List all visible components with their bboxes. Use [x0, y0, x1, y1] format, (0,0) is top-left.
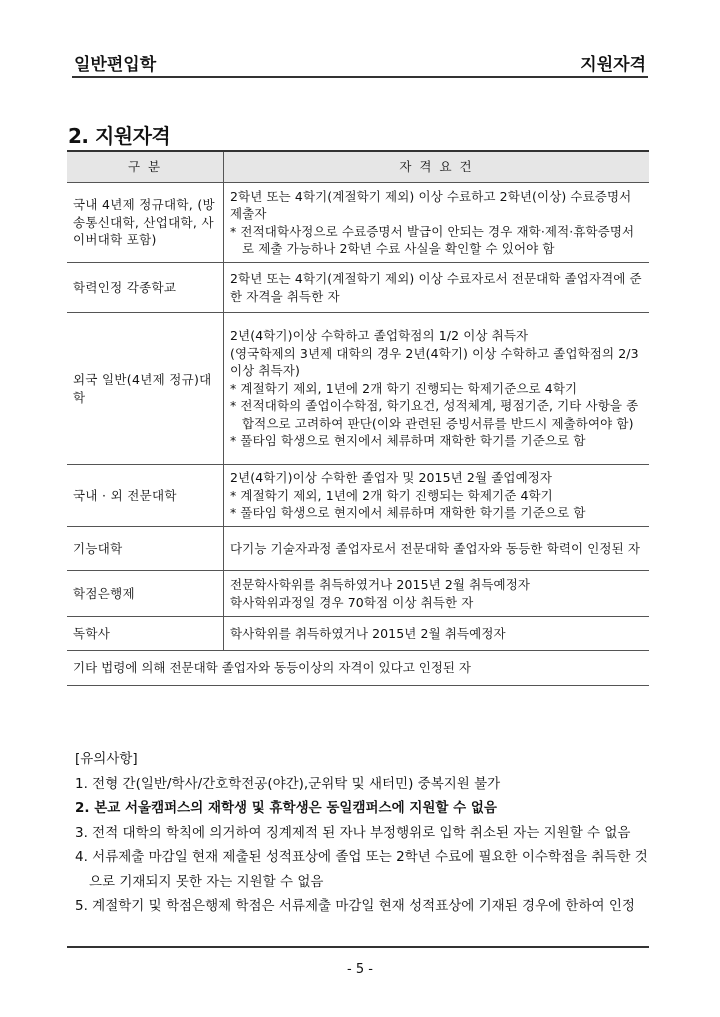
table-row [67, 263, 649, 313]
row-qualification [224, 183, 650, 263]
qualification-line: 2학년 또는 4학기(계절학기 제외) 이상 수료자로서 전문대학 졸업자격에 준한 자격을 취득한 자 [230, 271, 642, 304]
row-qualification [224, 571, 650, 617]
qualification-note: * 풀타임 학생으로 현지에서 체류하며 재학한 학기를 기준으로 함 [230, 505, 586, 521]
row-qualification [224, 465, 650, 527]
header-category: 구 분 [67, 151, 224, 183]
row-category: 국내 4년제 정규대학, (방송통신대학, 산업대학, 사이버대학 포함) [67, 183, 224, 263]
row-category: 독학사 [67, 617, 224, 651]
row-category: 학점은행제 [67, 571, 224, 617]
row-category: 학력인정 각종학교 [67, 263, 224, 313]
qualification-line: 2학년 또는 4학기(계절학기 제외) 이상 수료하고 2학년(이상) 수료증명서 제출자 [230, 188, 632, 221]
table-row [67, 465, 649, 527]
page-number: - 5 - [347, 962, 373, 977]
notes-title: [유의사항] [75, 751, 138, 767]
row-qualification [224, 263, 650, 313]
table-row [67, 183, 649, 263]
qualification-note: * 계절학기 제외, 1년에 2개 학기 진행되는 학제기준으로 4학기 [230, 380, 578, 396]
header-right: 지원자격 [580, 55, 646, 75]
note-item: 1. 전형 간(일반/학사/간호학전공(야간),군위탁 및 새터민) 중복지원 불가 [75, 775, 501, 792]
row-category: 국내 · 외 전문대학 [67, 465, 224, 527]
table-row [67, 617, 649, 651]
qualification-line: 다기능 기술자과정 졸업자로서 전문대학 졸업자와 동등한 학력이 인정된 자 [230, 540, 641, 556]
note-item: 5. 계절학기 및 학점은행제 학점은 서류제출 마감일 현재 성적표상에 기재된 경우에 한하여 인정 [75, 898, 635, 914]
qualification-line: 학사학위과정일 경우 70학점 이상 취득한 자 [230, 594, 474, 610]
qualification-line: (영국학제의 3년제 대학의 경우 2년(4학기) 이상 수학하고 졸업학점의 2/3 이상 취득자) [230, 345, 639, 379]
notes-list [67, 772, 649, 919]
notes-section [67, 747, 649, 919]
qualification-note: * 전적대학의 졸업이수학점, 학기요건, 성적체계, 평점기준, 기타 사항을 종합적으로 고려하여 판단(이와 관련된 증빙서류를 반드시 제출하여야 함) [230, 398, 639, 431]
table-row-other [67, 651, 649, 686]
page-header [72, 48, 648, 76]
table-row [67, 571, 649, 617]
row-qualification [224, 617, 650, 651]
table-header-row [67, 151, 649, 183]
note-item: 3. 전적 대학의 학칙에 의거하여 징계제적 된 자나 부정행위로 입학 취소된 자는 지원할 수 없음 [75, 824, 631, 841]
table-row [67, 527, 649, 571]
footer-rule [67, 946, 649, 948]
qualification-note: * 풀타임 학생으로 현지에서 체류하며 재학한 학기를 기준으로 함 [230, 433, 586, 449]
qualification-table [67, 150, 649, 686]
row-category: 외국 일반(4년제 정규)대학 [67, 313, 224, 465]
header-qualification: 자 격 요 건 [224, 151, 650, 183]
section-title: 2. 지원자격 [68, 124, 171, 148]
note-item: 4. 서류제출 마감일 현재 제출된 성적표상에 졸업 또는 2학년 수료에 필요한 이수학점을 취득한 것으로 기재되지 못한 자는 지원할 수 없음 [75, 849, 648, 890]
qualification-line: 전문학사학위를 취득하였거나 2015년 2월 취득예정자 [230, 577, 531, 592]
qualification-note: * 계절학기 제외, 1년에 2개 학기 진행되는 학제기준 4학기 [230, 487, 553, 503]
header-left: 일반편입학 [74, 55, 157, 75]
qualification-line: 2년(4학기)이상 수학하고 졸업학점의 1/2 이상 취득자 [230, 328, 529, 344]
qualification-note: * 전적대학사정으로 수료증명서 발급이 안되는 경우 재학·제적·휴학증명서로 제출 가능하나 2학년 수료 사실을 확인할 수 있어야 함 [230, 223, 635, 256]
row-qualification [224, 527, 650, 571]
row-category: 기능대학 [67, 527, 224, 571]
qualification-line: 학사학위를 취득하였거나 2015년 2월 취득예정자 [230, 625, 506, 641]
qualification-line: 2년(4학기)이상 수학한 졸업자 및 2015년 2월 졸업예정자 [230, 470, 553, 486]
header-rule [72, 76, 648, 78]
other-qualification: 기타 법령에 의해 전문대학 졸업자와 동등이상의 자격이 있다고 인정된 자 [67, 651, 649, 686]
table-row [67, 313, 649, 465]
note-item: 2. 본교 서울캠퍼스의 재학생 및 휴학생은 동일캠퍼스에 지원할 수 없음 [75, 800, 497, 816]
row-qualification [224, 313, 650, 465]
